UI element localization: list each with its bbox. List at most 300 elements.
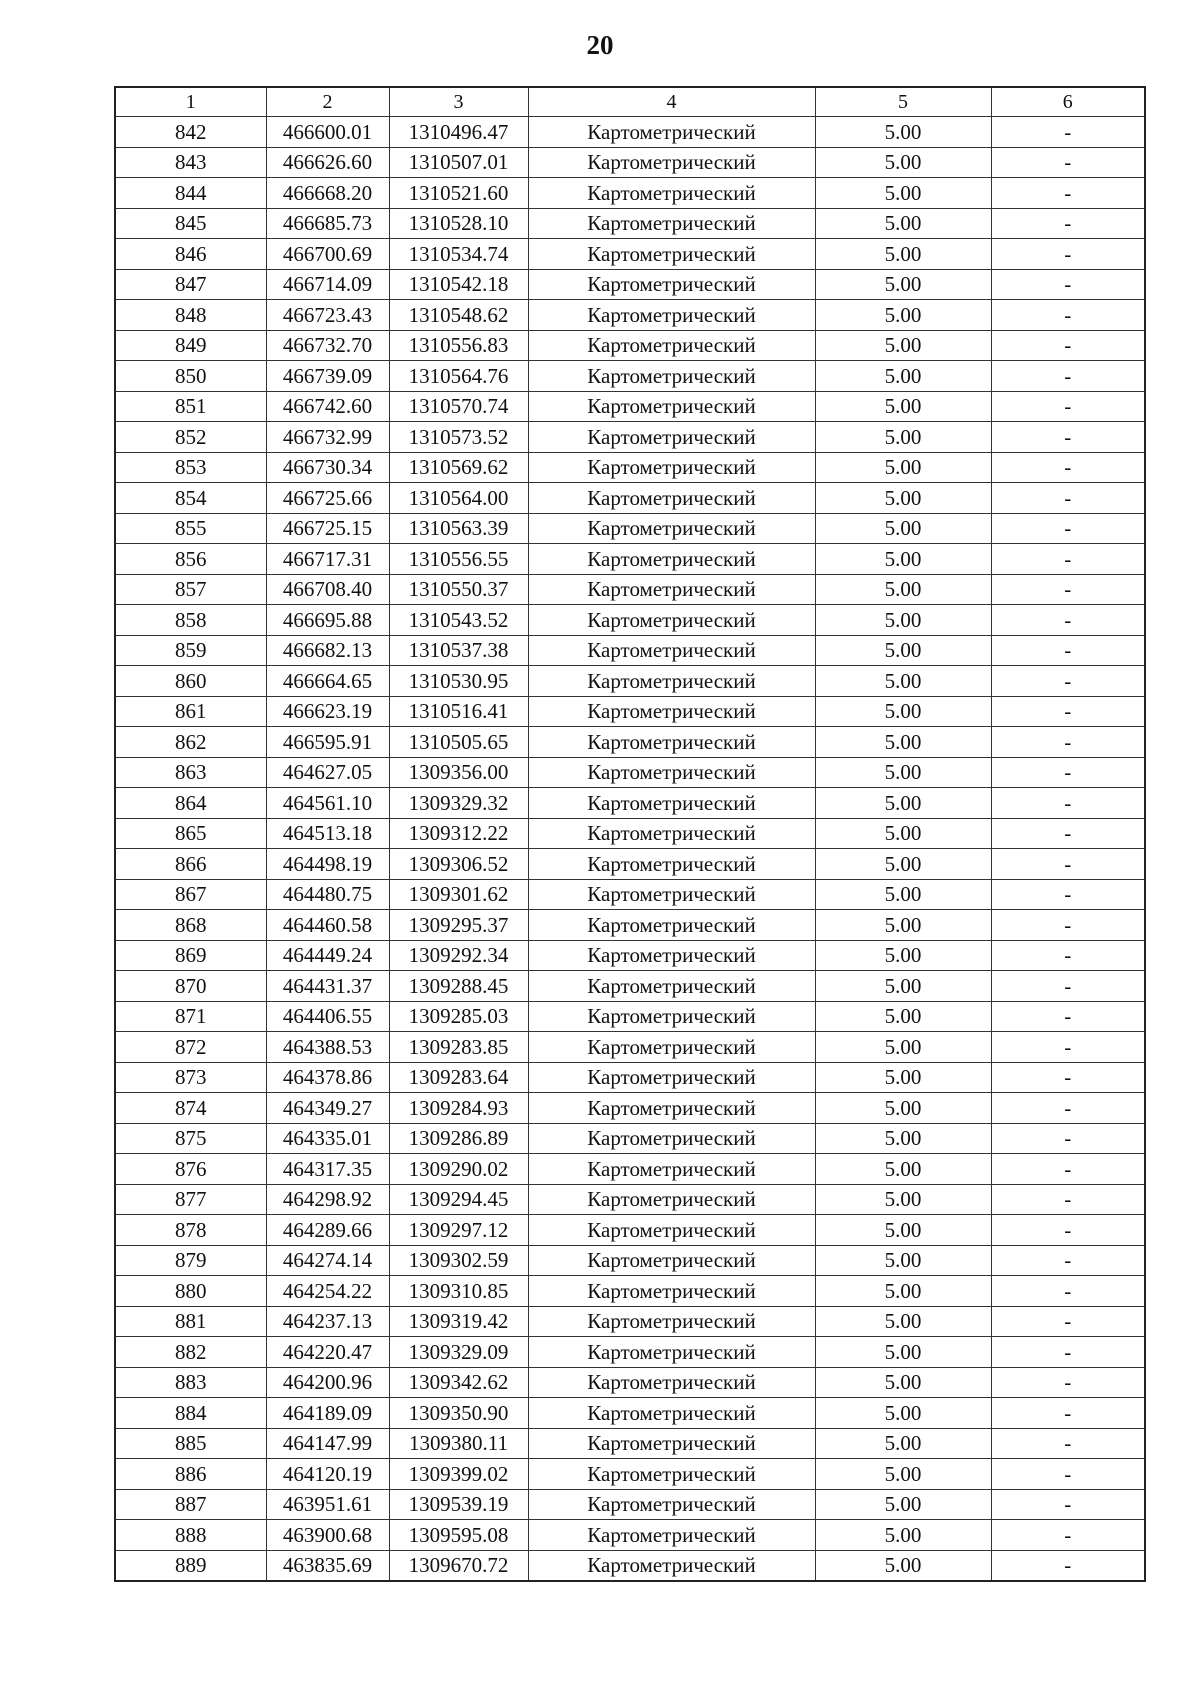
cell-point-number: 887 bbox=[115, 1489, 266, 1520]
cell-accuracy: 5.00 bbox=[815, 1520, 991, 1551]
table-row bbox=[115, 544, 1145, 575]
cell-coordinate-x: 466626.60 bbox=[266, 147, 389, 178]
cell-point-number: 877 bbox=[115, 1184, 266, 1215]
cell-point-number: 852 bbox=[115, 422, 266, 453]
cell-point-number: 866 bbox=[115, 849, 266, 880]
cell-note: - bbox=[991, 971, 1145, 1002]
cell-point-number: 888 bbox=[115, 1520, 266, 1551]
cell-accuracy: 5.00 bbox=[815, 391, 991, 422]
cell-coordinate-y: 1309380.11 bbox=[389, 1428, 528, 1459]
table-row bbox=[115, 1245, 1145, 1276]
cell-method: Картометрический bbox=[528, 330, 815, 361]
cell-method: Картометрический bbox=[528, 1154, 815, 1185]
table-row bbox=[115, 971, 1145, 1002]
cell-coordinate-x: 464513.18 bbox=[266, 818, 389, 849]
cell-method: Картометрический bbox=[528, 1001, 815, 1032]
cell-method: Картометрический bbox=[528, 666, 815, 697]
cell-point-number: 873 bbox=[115, 1062, 266, 1093]
cell-method: Картометрический bbox=[528, 1428, 815, 1459]
cell-coordinate-y: 1310516.41 bbox=[389, 696, 528, 727]
cell-note: - bbox=[991, 1337, 1145, 1368]
table-row bbox=[115, 208, 1145, 239]
cell-accuracy: 5.00 bbox=[815, 1032, 991, 1063]
table-row bbox=[115, 239, 1145, 270]
cell-point-number: 850 bbox=[115, 361, 266, 392]
cell-note: - bbox=[991, 818, 1145, 849]
cell-coordinate-x: 466730.34 bbox=[266, 452, 389, 483]
cell-coordinate-y: 1309297.12 bbox=[389, 1215, 528, 1246]
cell-note: - bbox=[991, 391, 1145, 422]
cell-note: - bbox=[991, 1001, 1145, 1032]
table-row bbox=[115, 1184, 1145, 1215]
cell-point-number: 854 bbox=[115, 483, 266, 514]
cell-coordinate-x: 466595.91 bbox=[266, 727, 389, 758]
cell-coordinate-y: 1310530.95 bbox=[389, 666, 528, 697]
cell-coordinate-y: 1309329.09 bbox=[389, 1337, 528, 1368]
table-row bbox=[115, 178, 1145, 209]
cell-coordinate-y: 1309306.52 bbox=[389, 849, 528, 880]
cell-note: - bbox=[991, 1428, 1145, 1459]
cell-accuracy: 5.00 bbox=[815, 940, 991, 971]
cell-method: Картометрический bbox=[528, 605, 815, 636]
cell-accuracy: 5.00 bbox=[815, 849, 991, 880]
cell-method: Картометрический bbox=[528, 178, 815, 209]
cell-note: - bbox=[991, 300, 1145, 331]
cell-coordinate-y: 1310556.83 bbox=[389, 330, 528, 361]
cell-coordinate-y: 1309290.02 bbox=[389, 1154, 528, 1185]
cell-accuracy: 5.00 bbox=[815, 269, 991, 300]
table-header-row bbox=[115, 87, 1145, 117]
cell-coordinate-x: 464388.53 bbox=[266, 1032, 389, 1063]
cell-point-number: 879 bbox=[115, 1245, 266, 1276]
cell-coordinate-x: 466742.60 bbox=[266, 391, 389, 422]
cell-coordinate-y: 1309285.03 bbox=[389, 1001, 528, 1032]
cell-note: - bbox=[991, 1520, 1145, 1551]
column-header-3: 3 bbox=[389, 87, 528, 117]
cell-coordinate-y: 1309319.42 bbox=[389, 1306, 528, 1337]
cell-accuracy: 5.00 bbox=[815, 422, 991, 453]
cell-note: - bbox=[991, 1367, 1145, 1398]
cell-coordinate-y: 1309329.32 bbox=[389, 788, 528, 819]
cell-note: - bbox=[991, 635, 1145, 666]
cell-point-number: 881 bbox=[115, 1306, 266, 1337]
cell-point-number: 889 bbox=[115, 1550, 266, 1581]
cell-coordinate-x: 464237.13 bbox=[266, 1306, 389, 1337]
cell-method: Картометрический bbox=[528, 818, 815, 849]
cell-accuracy: 5.00 bbox=[815, 757, 991, 788]
cell-coordinate-y: 1309399.02 bbox=[389, 1459, 528, 1490]
cell-coordinate-y: 1309283.64 bbox=[389, 1062, 528, 1093]
cell-point-number: 848 bbox=[115, 300, 266, 331]
cell-point-number: 857 bbox=[115, 574, 266, 605]
cell-note: - bbox=[991, 513, 1145, 544]
cell-point-number: 867 bbox=[115, 879, 266, 910]
cell-method: Картометрический bbox=[528, 1093, 815, 1124]
table-row bbox=[115, 1215, 1145, 1246]
cell-coordinate-y: 1309302.59 bbox=[389, 1245, 528, 1276]
cell-accuracy: 5.00 bbox=[815, 1123, 991, 1154]
table-row bbox=[115, 1154, 1145, 1185]
cell-accuracy: 5.00 bbox=[815, 117, 991, 148]
table-row bbox=[115, 696, 1145, 727]
coordinates-table bbox=[114, 86, 1146, 1582]
cell-note: - bbox=[991, 544, 1145, 575]
cell-note: - bbox=[991, 422, 1145, 453]
cell-note: - bbox=[991, 696, 1145, 727]
cell-accuracy: 5.00 bbox=[815, 1093, 991, 1124]
table-row bbox=[115, 757, 1145, 788]
cell-method: Картометрический bbox=[528, 696, 815, 727]
cell-accuracy: 5.00 bbox=[815, 1062, 991, 1093]
table-row bbox=[115, 1428, 1145, 1459]
cell-method: Картометрический bbox=[528, 1123, 815, 1154]
cell-coordinate-y: 1310534.74 bbox=[389, 239, 528, 270]
cell-accuracy: 5.00 bbox=[815, 483, 991, 514]
cell-coordinate-x: 464120.19 bbox=[266, 1459, 389, 1490]
cell-method: Картометрический bbox=[528, 1459, 815, 1490]
cell-coordinate-x: 464189.09 bbox=[266, 1398, 389, 1429]
cell-coordinate-x: 464317.35 bbox=[266, 1154, 389, 1185]
cell-method: Картометрический bbox=[528, 757, 815, 788]
cell-accuracy: 5.00 bbox=[815, 1459, 991, 1490]
cell-note: - bbox=[991, 879, 1145, 910]
cell-coordinate-y: 1310563.39 bbox=[389, 513, 528, 544]
cell-accuracy: 5.00 bbox=[815, 788, 991, 819]
cell-accuracy: 5.00 bbox=[815, 879, 991, 910]
table-row bbox=[115, 940, 1145, 971]
cell-coordinate-x: 466717.31 bbox=[266, 544, 389, 575]
cell-accuracy: 5.00 bbox=[815, 178, 991, 209]
cell-note: - bbox=[991, 1215, 1145, 1246]
cell-method: Картометрический bbox=[528, 1184, 815, 1215]
cell-point-number: 845 bbox=[115, 208, 266, 239]
column-header-4: 4 bbox=[528, 87, 815, 117]
cell-accuracy: 5.00 bbox=[815, 239, 991, 270]
cell-method: Картометрический bbox=[528, 727, 815, 758]
cell-note: - bbox=[991, 1489, 1145, 1520]
column-header-6: 6 bbox=[991, 87, 1145, 117]
cell-point-number: 870 bbox=[115, 971, 266, 1002]
cell-point-number: 883 bbox=[115, 1367, 266, 1398]
cell-coordinate-x: 464498.19 bbox=[266, 849, 389, 880]
table-row bbox=[115, 1398, 1145, 1429]
cell-method: Картометрический bbox=[528, 574, 815, 605]
cell-point-number: 847 bbox=[115, 269, 266, 300]
cell-point-number: 876 bbox=[115, 1154, 266, 1185]
cell-method: Картометрический bbox=[528, 1550, 815, 1581]
cell-coordinate-x: 464274.14 bbox=[266, 1245, 389, 1276]
cell-method: Картометрический bbox=[528, 879, 815, 910]
cell-accuracy: 5.00 bbox=[815, 1337, 991, 1368]
table-row bbox=[115, 727, 1145, 758]
cell-accuracy: 5.00 bbox=[815, 971, 991, 1002]
cell-coordinate-y: 1309295.37 bbox=[389, 910, 528, 941]
cell-note: - bbox=[991, 940, 1145, 971]
cell-coordinate-y: 1310528.10 bbox=[389, 208, 528, 239]
cell-point-number: 872 bbox=[115, 1032, 266, 1063]
cell-coordinate-y: 1309292.34 bbox=[389, 940, 528, 971]
cell-point-number: 874 bbox=[115, 1093, 266, 1124]
cell-method: Картометрический bbox=[528, 910, 815, 941]
cell-method: Картометрический bbox=[528, 940, 815, 971]
table-row bbox=[115, 849, 1145, 880]
cell-coordinate-y: 1310507.01 bbox=[389, 147, 528, 178]
table-row bbox=[115, 1337, 1145, 1368]
cell-coordinate-x: 464220.47 bbox=[266, 1337, 389, 1368]
cell-note: - bbox=[991, 666, 1145, 697]
cell-coordinate-x: 464480.75 bbox=[266, 879, 389, 910]
cell-point-number: 842 bbox=[115, 117, 266, 148]
cell-coordinate-x: 466682.13 bbox=[266, 635, 389, 666]
table-row bbox=[115, 117, 1145, 148]
cell-coordinate-x: 466600.01 bbox=[266, 117, 389, 148]
cell-coordinate-y: 1309301.62 bbox=[389, 879, 528, 910]
cell-note: - bbox=[991, 1276, 1145, 1307]
cell-coordinate-y: 1310556.55 bbox=[389, 544, 528, 575]
cell-note: - bbox=[991, 1245, 1145, 1276]
table-row bbox=[115, 1306, 1145, 1337]
cell-accuracy: 5.00 bbox=[815, 147, 991, 178]
cell-note: - bbox=[991, 1184, 1145, 1215]
cell-note: - bbox=[991, 361, 1145, 392]
cell-method: Картометрический bbox=[528, 147, 815, 178]
cell-coordinate-y: 1310564.76 bbox=[389, 361, 528, 392]
cell-method: Картометрический bbox=[528, 1276, 815, 1307]
cell-coordinate-x: 466739.09 bbox=[266, 361, 389, 392]
cell-method: Картометрический bbox=[528, 1062, 815, 1093]
cell-coordinate-x: 466723.43 bbox=[266, 300, 389, 331]
cell-note: - bbox=[991, 269, 1145, 300]
cell-coordinate-y: 1309350.90 bbox=[389, 1398, 528, 1429]
cell-method: Картометрический bbox=[528, 300, 815, 331]
table-row bbox=[115, 605, 1145, 636]
cell-point-number: 871 bbox=[115, 1001, 266, 1032]
cell-coordinate-y: 1309342.62 bbox=[389, 1367, 528, 1398]
cell-point-number: 851 bbox=[115, 391, 266, 422]
cell-method: Картометрический bbox=[528, 1032, 815, 1063]
table-row bbox=[115, 361, 1145, 392]
cell-note: - bbox=[991, 1459, 1145, 1490]
cell-coordinate-x: 463951.61 bbox=[266, 1489, 389, 1520]
cell-accuracy: 5.00 bbox=[815, 910, 991, 941]
cell-method: Картометрический bbox=[528, 269, 815, 300]
cell-coordinate-x: 463835.69 bbox=[266, 1550, 389, 1581]
cell-note: - bbox=[991, 1093, 1145, 1124]
cell-note: - bbox=[991, 788, 1145, 819]
cell-method: Картометрический bbox=[528, 422, 815, 453]
cell-coordinate-x: 466714.09 bbox=[266, 269, 389, 300]
cell-note: - bbox=[991, 452, 1145, 483]
cell-note: - bbox=[991, 1398, 1145, 1429]
cell-accuracy: 5.00 bbox=[815, 574, 991, 605]
cell-coordinate-x: 466732.70 bbox=[266, 330, 389, 361]
cell-point-number: 860 bbox=[115, 666, 266, 697]
table-row bbox=[115, 269, 1145, 300]
cell-note: - bbox=[991, 147, 1145, 178]
cell-coordinate-x: 464449.24 bbox=[266, 940, 389, 971]
cell-note: - bbox=[991, 605, 1145, 636]
table-row bbox=[115, 879, 1145, 910]
table-row bbox=[115, 452, 1145, 483]
cell-point-number: 875 bbox=[115, 1123, 266, 1154]
table-row bbox=[115, 635, 1145, 666]
cell-note: - bbox=[991, 330, 1145, 361]
cell-accuracy: 5.00 bbox=[815, 696, 991, 727]
cell-coordinate-y: 1309286.89 bbox=[389, 1123, 528, 1154]
cell-coordinate-x: 466685.73 bbox=[266, 208, 389, 239]
table-row bbox=[115, 666, 1145, 697]
cell-coordinate-x: 464298.92 bbox=[266, 1184, 389, 1215]
cell-method: Картометрический bbox=[528, 1367, 815, 1398]
cell-method: Картометрический bbox=[528, 1489, 815, 1520]
cell-point-number: 868 bbox=[115, 910, 266, 941]
cell-coordinate-y: 1310537.38 bbox=[389, 635, 528, 666]
cell-accuracy: 5.00 bbox=[815, 1398, 991, 1429]
cell-note: - bbox=[991, 727, 1145, 758]
cell-point-number: 861 bbox=[115, 696, 266, 727]
cell-accuracy: 5.00 bbox=[815, 1428, 991, 1459]
cell-coordinate-x: 466725.66 bbox=[266, 483, 389, 514]
cell-coordinate-y: 1310543.52 bbox=[389, 605, 528, 636]
cell-coordinate-x: 466695.88 bbox=[266, 605, 389, 636]
cell-coordinate-y: 1310505.65 bbox=[389, 727, 528, 758]
cell-point-number: 880 bbox=[115, 1276, 266, 1307]
cell-accuracy: 5.00 bbox=[815, 208, 991, 239]
cell-point-number: 856 bbox=[115, 544, 266, 575]
cell-accuracy: 5.00 bbox=[815, 452, 991, 483]
cell-accuracy: 5.00 bbox=[815, 727, 991, 758]
cell-method: Картометрический bbox=[528, 1306, 815, 1337]
cell-method: Картометрический bbox=[528, 483, 815, 514]
table-row bbox=[115, 1550, 1145, 1581]
table-row bbox=[115, 1032, 1145, 1063]
cell-coordinate-y: 1310570.74 bbox=[389, 391, 528, 422]
cell-note: - bbox=[991, 239, 1145, 270]
cell-accuracy: 5.00 bbox=[815, 513, 991, 544]
cell-coordinate-x: 464147.99 bbox=[266, 1428, 389, 1459]
cell-note: - bbox=[991, 483, 1145, 514]
cell-coordinate-x: 464254.22 bbox=[266, 1276, 389, 1307]
table-row bbox=[115, 1123, 1145, 1154]
cell-method: Картометрический bbox=[528, 788, 815, 819]
cell-accuracy: 5.00 bbox=[815, 300, 991, 331]
cell-accuracy: 5.00 bbox=[815, 1367, 991, 1398]
cell-method: Картометрический bbox=[528, 513, 815, 544]
cell-method: Картометрический bbox=[528, 1520, 815, 1551]
cell-point-number: 885 bbox=[115, 1428, 266, 1459]
cell-coordinate-y: 1309310.85 bbox=[389, 1276, 528, 1307]
table-row bbox=[115, 788, 1145, 819]
cell-point-number: 869 bbox=[115, 940, 266, 971]
cell-point-number: 843 bbox=[115, 147, 266, 178]
table-row bbox=[115, 1520, 1145, 1551]
cell-method: Картометрический bbox=[528, 544, 815, 575]
cell-method: Картометрический bbox=[528, 1215, 815, 1246]
cell-coordinate-x: 464431.37 bbox=[266, 971, 389, 1002]
cell-method: Картометрический bbox=[528, 971, 815, 1002]
cell-method: Картометрический bbox=[528, 849, 815, 880]
cell-accuracy: 5.00 bbox=[815, 1215, 991, 1246]
cell-coordinate-x: 466700.69 bbox=[266, 239, 389, 270]
cell-accuracy: 5.00 bbox=[815, 818, 991, 849]
cell-accuracy: 5.00 bbox=[815, 1184, 991, 1215]
column-header-5: 5 bbox=[815, 87, 991, 117]
cell-coordinate-x: 464378.86 bbox=[266, 1062, 389, 1093]
cell-accuracy: 5.00 bbox=[815, 666, 991, 697]
cell-point-number: 853 bbox=[115, 452, 266, 483]
cell-note: - bbox=[991, 178, 1145, 209]
cell-coordinate-x: 464335.01 bbox=[266, 1123, 389, 1154]
cell-coordinate-y: 1309539.19 bbox=[389, 1489, 528, 1520]
table-row bbox=[115, 910, 1145, 941]
cell-coordinate-x: 464289.66 bbox=[266, 1215, 389, 1246]
table-row bbox=[115, 483, 1145, 514]
cell-accuracy: 5.00 bbox=[815, 1550, 991, 1581]
cell-coordinate-y: 1310496.47 bbox=[389, 117, 528, 148]
cell-note: - bbox=[991, 117, 1145, 148]
cell-point-number: 859 bbox=[115, 635, 266, 666]
cell-note: - bbox=[991, 1123, 1145, 1154]
cell-note: - bbox=[991, 1550, 1145, 1581]
cell-note: - bbox=[991, 574, 1145, 605]
cell-point-number: 858 bbox=[115, 605, 266, 636]
cell-accuracy: 5.00 bbox=[815, 635, 991, 666]
cell-coordinate-x: 464460.58 bbox=[266, 910, 389, 941]
table-row bbox=[115, 422, 1145, 453]
table-row bbox=[115, 300, 1145, 331]
cell-coordinate-y: 1310521.60 bbox=[389, 178, 528, 209]
cell-coordinate-x: 464561.10 bbox=[266, 788, 389, 819]
column-header-1: 1 bbox=[115, 87, 266, 117]
cell-point-number: 882 bbox=[115, 1337, 266, 1368]
table-row bbox=[115, 1276, 1145, 1307]
cell-note: - bbox=[991, 208, 1145, 239]
cell-coordinate-x: 466725.15 bbox=[266, 513, 389, 544]
cell-point-number: 849 bbox=[115, 330, 266, 361]
cell-point-number: 862 bbox=[115, 727, 266, 758]
page-number: 20 bbox=[586, 30, 614, 60]
cell-coordinate-x: 464406.55 bbox=[266, 1001, 389, 1032]
cell-coordinate-x: 466732.99 bbox=[266, 422, 389, 453]
cell-accuracy: 5.00 bbox=[815, 330, 991, 361]
table-row bbox=[115, 1093, 1145, 1124]
cell-coordinate-x: 466668.20 bbox=[266, 178, 389, 209]
cell-note: - bbox=[991, 757, 1145, 788]
cell-point-number: 846 bbox=[115, 239, 266, 270]
cell-coordinate-y: 1309595.08 bbox=[389, 1520, 528, 1551]
cell-method: Картометрический bbox=[528, 361, 815, 392]
cell-point-number: 844 bbox=[115, 178, 266, 209]
cell-method: Картометрический bbox=[528, 1337, 815, 1368]
cell-coordinate-y: 1310550.37 bbox=[389, 574, 528, 605]
cell-coordinate-x: 464349.27 bbox=[266, 1093, 389, 1124]
table-row bbox=[115, 574, 1145, 605]
cell-coordinate-y: 1309294.45 bbox=[389, 1184, 528, 1215]
cell-accuracy: 5.00 bbox=[815, 1276, 991, 1307]
cell-point-number: 863 bbox=[115, 757, 266, 788]
cell-point-number: 886 bbox=[115, 1459, 266, 1490]
table-row bbox=[115, 818, 1145, 849]
cell-accuracy: 5.00 bbox=[815, 1154, 991, 1185]
cell-coordinate-y: 1310564.00 bbox=[389, 483, 528, 514]
cell-method: Картометрический bbox=[528, 452, 815, 483]
cell-method: Картометрический bbox=[528, 1398, 815, 1429]
cell-accuracy: 5.00 bbox=[815, 1001, 991, 1032]
cell-accuracy: 5.00 bbox=[815, 544, 991, 575]
cell-note: - bbox=[991, 910, 1145, 941]
cell-accuracy: 5.00 bbox=[815, 1245, 991, 1276]
cell-point-number: 878 bbox=[115, 1215, 266, 1246]
